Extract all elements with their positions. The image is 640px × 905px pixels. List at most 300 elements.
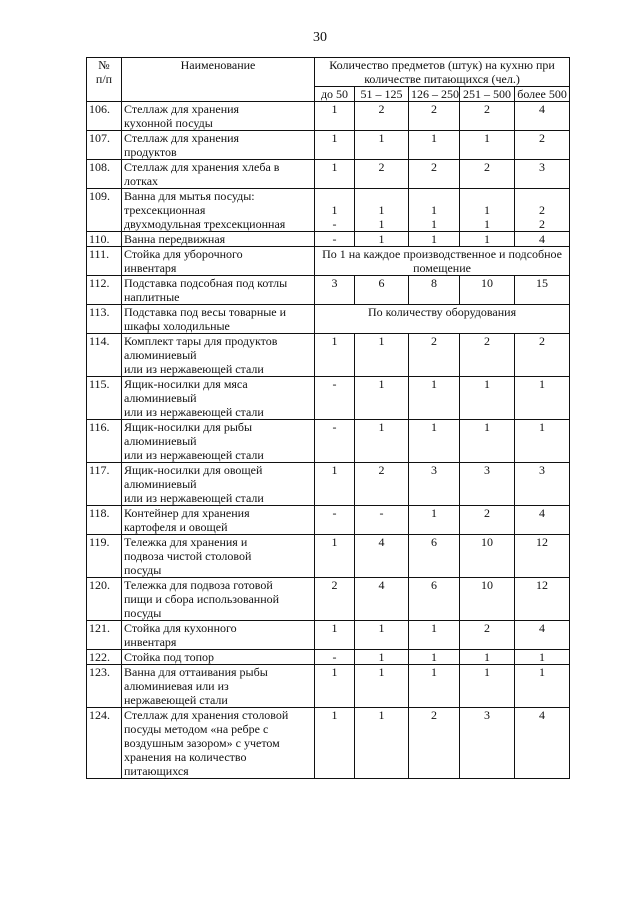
value-line: 2	[331, 578, 338, 592]
header-col-5: более 500	[515, 87, 570, 102]
row-value-col-2	[355, 578, 409, 621]
value-line: -	[379, 506, 384, 520]
row-number: 107.	[87, 131, 122, 160]
row-name-line: Комплект тары для продуктов	[124, 334, 278, 348]
value-line: 10	[481, 578, 493, 592]
row-value-col-5	[515, 232, 570, 247]
row-value-col-4	[460, 463, 515, 506]
row-value-col-5	[515, 650, 570, 665]
row-value-col-5	[515, 621, 570, 650]
row-number: 118.	[87, 506, 122, 535]
row-name-line: алюминиевый	[124, 348, 197, 362]
row-name-line: Стеллаж для хранения	[124, 131, 240, 145]
value-line: 4	[539, 708, 546, 722]
row-name-line: шкафы холодильные	[124, 319, 230, 333]
row-value-col-4	[460, 650, 515, 665]
value-line: 3	[539, 463, 546, 477]
row-name-line: воздушным зазором» с учетом	[124, 736, 280, 750]
row-name	[122, 420, 315, 463]
row-name-line: Ящик-носилки для рыбы	[124, 420, 253, 434]
page-number: 30	[313, 30, 327, 45]
value-line: 1	[484, 650, 490, 664]
row-number: 123.	[87, 665, 122, 708]
value-line: 6	[378, 276, 385, 290]
row-value-col-2	[355, 420, 409, 463]
value-line: 3	[484, 708, 490, 722]
row-merged-note	[315, 247, 570, 276]
row-name-line: Ванна для оттаивания рыбы	[124, 665, 268, 679]
row-value-col-4	[460, 334, 515, 377]
value-line: 10	[481, 535, 493, 549]
row-name-line: Ванна передвижная	[124, 232, 226, 246]
row-value-col-4	[460, 506, 515, 535]
row-number: 109.	[87, 189, 122, 232]
row-name-line: Стойка для кухонного	[124, 621, 237, 635]
table-row	[87, 506, 570, 535]
row-value-col-1	[315, 463, 355, 506]
row-value-col-1	[315, 621, 355, 650]
value-line: 2	[378, 463, 385, 477]
table-row	[87, 578, 570, 621]
row-name-line: питающихся	[124, 764, 189, 778]
row-number: 116.	[87, 420, 122, 463]
value-line: 1	[484, 217, 490, 231]
row-value-col-5	[515, 665, 570, 708]
value-line: 2	[431, 102, 437, 116]
value-line: 1	[378, 621, 385, 635]
row-number: 110.	[87, 232, 122, 247]
row-value-col-3	[409, 650, 460, 665]
row-value-col-4	[460, 420, 515, 463]
row-name-line: алюминиевый	[124, 477, 197, 491]
value-line: 2	[484, 506, 490, 520]
row-name-line: подвоза чистой столовой	[124, 549, 252, 563]
header-col-1: до 50	[315, 87, 355, 102]
value-line: 2	[431, 708, 437, 722]
row-name-line: Ванна для мытья посуды:	[124, 189, 255, 203]
row-name	[122, 232, 315, 247]
row-name-line: Стеллаж для хранения столовой	[124, 708, 289, 722]
row-name-line: или из нержавеющей стали	[124, 405, 264, 419]
value-line: 1	[484, 377, 490, 391]
value-line: 1	[378, 377, 385, 391]
value-line: 1	[431, 377, 437, 391]
row-value-col-4	[460, 708, 515, 779]
table-row	[87, 160, 570, 189]
row-name-line: наплитные	[124, 290, 180, 304]
row-name-line: Подставка подсобная под котлы	[124, 276, 288, 290]
row-name-line: посуды	[124, 563, 162, 577]
value-line: 1	[431, 621, 437, 635]
row-value-col-4	[460, 160, 515, 189]
row-value-col-2	[355, 334, 409, 377]
row-name-line: Стеллаж для хранения	[124, 102, 240, 116]
table-row	[87, 650, 570, 665]
row-name-line: или из нержавеющей стали	[124, 448, 264, 462]
value-line: 1	[484, 131, 490, 145]
row-value-col-5	[515, 708, 570, 779]
row-value-col-2	[355, 189, 409, 232]
value-line: 1	[539, 650, 546, 664]
row-value-col-3	[409, 621, 460, 650]
value-line	[317, 189, 352, 203]
row-value-col-5	[515, 102, 570, 131]
header-num-line: п/п	[95, 72, 113, 86]
header-col-2: 51 – 125	[355, 87, 409, 102]
row-value-col-3	[409, 102, 460, 131]
value-line: 2	[431, 160, 437, 174]
value-line	[462, 189, 512, 203]
table-row	[87, 334, 570, 377]
row-name	[122, 102, 315, 131]
row-value-col-3	[409, 160, 460, 189]
row-name-line: нержавеющей стали	[124, 693, 228, 707]
merged-note-line: По 1 на каждое производственное и подсобное	[322, 247, 562, 261]
row-number: 122.	[87, 650, 122, 665]
value-line: 1	[378, 708, 385, 722]
row-value-col-2	[355, 665, 409, 708]
value-line: 4	[539, 102, 546, 116]
row-value-col-1	[315, 650, 355, 665]
row-value-col-1	[315, 232, 355, 247]
value-line: 3	[331, 276, 338, 290]
table-row	[87, 621, 570, 650]
table-row	[87, 131, 570, 160]
value-line: 1	[378, 420, 385, 434]
row-name-line: кухонной посуды	[124, 116, 213, 130]
row-value-col-4	[460, 276, 515, 305]
row-name	[122, 276, 315, 305]
table-row	[87, 535, 570, 578]
value-line: 6	[431, 535, 437, 549]
value-line: 4	[539, 232, 546, 246]
value-line: 15	[536, 276, 549, 290]
row-name-line: или из нержавеющей стали	[124, 362, 264, 376]
value-line: 1	[331, 708, 338, 722]
row-name-line: инвентаря	[124, 261, 177, 275]
row-value-col-3	[409, 232, 460, 247]
value-line: -	[332, 650, 337, 664]
value-line: 2	[484, 621, 490, 635]
row-value-col-5	[515, 420, 570, 463]
row-value-col-4	[460, 377, 515, 420]
row-value-col-3	[409, 506, 460, 535]
value-line: 2	[378, 160, 385, 174]
row-name-line: картофеля и овощей	[124, 520, 228, 534]
row-value-col-5	[515, 131, 570, 160]
row-number: 108.	[87, 160, 122, 189]
row-value-col-5	[515, 463, 570, 506]
value-line: -	[332, 217, 337, 231]
value-line: 1	[331, 621, 338, 635]
table-row	[87, 665, 570, 708]
value-line: 3	[431, 463, 437, 477]
table-row	[87, 377, 570, 420]
value-line: 1	[484, 232, 490, 246]
value-line: 8	[431, 276, 437, 290]
row-name-line: Подставка под весы товарные и	[124, 305, 287, 319]
header-num	[87, 58, 122, 102]
table-row	[87, 232, 570, 247]
row-name	[122, 621, 315, 650]
row-name	[122, 578, 315, 621]
value-line: 2	[539, 131, 546, 145]
table-row	[87, 420, 570, 463]
value-line: 1	[378, 334, 385, 348]
row-value-col-3	[409, 578, 460, 621]
row-name	[122, 506, 315, 535]
merged-note-line: помещение	[413, 261, 471, 275]
row-name-line: пищи и сбора использованной	[124, 592, 280, 606]
row-value-col-1	[315, 506, 355, 535]
value-line: 1	[331, 102, 338, 116]
row-number: 121.	[87, 621, 122, 650]
row-value-col-2	[355, 131, 409, 160]
row-value-col-4	[460, 535, 515, 578]
value-line: -	[332, 377, 337, 391]
row-value-col-5	[515, 276, 570, 305]
row-value-col-1	[315, 535, 355, 578]
value-line: 10	[481, 276, 493, 290]
row-name-line: Стойка для уборочного	[124, 247, 243, 261]
row-value-col-5	[515, 535, 570, 578]
table-row	[87, 463, 570, 506]
row-name	[122, 247, 315, 276]
row-name	[122, 665, 315, 708]
row-value-col-3	[409, 535, 460, 578]
row-name-line: Контейнер для хранения	[124, 506, 250, 520]
value-line: 1	[331, 160, 338, 174]
value-line: 1	[539, 420, 546, 434]
value-line: 6	[431, 578, 437, 592]
row-name	[122, 463, 315, 506]
row-name-line: лотках	[124, 174, 159, 188]
row-name	[122, 131, 315, 160]
table-row	[87, 189, 570, 232]
equipment-table	[86, 57, 570, 779]
value-line: 4	[539, 506, 546, 520]
row-name-line: трехсекционная	[124, 203, 206, 217]
value-line: -	[332, 506, 337, 520]
row-number: 113.	[87, 305, 122, 334]
row-name-line: посуды	[124, 606, 162, 620]
row-name-line: алюминиевый	[124, 434, 197, 448]
row-name-line: Ящик-носилки для овощей	[124, 463, 263, 477]
row-value-col-1	[315, 377, 355, 420]
row-number: 120.	[87, 578, 122, 621]
header-name: Наименование	[122, 58, 315, 102]
row-value-col-4	[460, 665, 515, 708]
value-line: 1	[431, 203, 437, 217]
header-quantity: Количество предметов (штук) на кухню при количестве питающихся (чел.)	[315, 58, 570, 87]
row-value-col-3	[409, 463, 460, 506]
table-row	[87, 102, 570, 131]
row-name-line: посуды методом «на ребре с	[124, 722, 269, 736]
row-name-line: Стеллаж для хранения хлеба в	[124, 160, 280, 174]
row-value-col-2	[355, 708, 409, 779]
value-line: 1	[378, 232, 385, 246]
value-line: 1	[539, 377, 546, 391]
value-line	[411, 189, 457, 203]
header-row	[87, 58, 570, 87]
row-value-col-4	[460, 232, 515, 247]
value-line: 3	[484, 463, 490, 477]
row-number: 115.	[87, 377, 122, 420]
value-line: 4	[378, 578, 385, 592]
row-value-col-3	[409, 131, 460, 160]
value-line: 3	[539, 160, 546, 174]
value-line: 2	[431, 334, 437, 348]
value-line: 1	[431, 650, 437, 664]
row-value-col-2	[355, 621, 409, 650]
value-line: 1	[378, 217, 385, 231]
row-name-line: или из нержавеющей стали	[124, 491, 264, 505]
row-number: 114.	[87, 334, 122, 377]
row-value-col-3	[409, 665, 460, 708]
row-value-col-2	[355, 650, 409, 665]
value-line: 1	[331, 131, 338, 145]
value-line: -	[332, 420, 337, 434]
row-value-col-2	[355, 506, 409, 535]
value-line	[357, 189, 406, 203]
row-name	[122, 650, 315, 665]
row-value-col-3	[409, 708, 460, 779]
row-name	[122, 160, 315, 189]
value-line: 1	[431, 232, 437, 246]
row-name-line: хранения на количество	[124, 750, 247, 764]
row-number: 124.	[87, 708, 122, 779]
value-line: 1	[331, 463, 338, 477]
value-line: 12	[536, 535, 549, 549]
row-value-col-3	[409, 420, 460, 463]
merged-note-line: По количеству оборудования	[367, 305, 517, 319]
value-line: 1	[331, 334, 338, 348]
value-line: -	[332, 232, 337, 246]
value-line: 4	[539, 621, 546, 635]
value-line: 1	[484, 203, 490, 217]
row-value-col-2	[355, 463, 409, 506]
value-line: 1	[431, 131, 437, 145]
row-name-line: Тележка для подвоза готовой	[124, 578, 273, 592]
row-name-line: инвентаря	[124, 635, 177, 649]
row-number: 119.	[87, 535, 122, 578]
value-line: 4	[378, 535, 385, 549]
row-value-col-5	[515, 578, 570, 621]
header-col-3: 126 – 250	[409, 87, 460, 102]
value-line: 2	[484, 102, 490, 116]
value-line: 1	[331, 535, 338, 549]
row-value-col-1	[315, 276, 355, 305]
row-value-col-1	[315, 131, 355, 160]
header-num-line: №	[98, 58, 110, 72]
row-number: 112.	[87, 276, 122, 305]
value-line: 2	[539, 203, 546, 217]
row-value-col-1	[315, 189, 355, 232]
table-body	[87, 102, 570, 779]
header-col-4: 251 – 500	[460, 87, 515, 102]
row-value-col-4	[460, 621, 515, 650]
row-value-col-4	[460, 189, 515, 232]
row-name-line: Тележка для хранения и	[124, 535, 248, 549]
row-name	[122, 708, 315, 779]
row-name-line: алюминиевая или из	[124, 679, 229, 693]
row-name-line: алюминиевый	[124, 391, 197, 405]
row-name-line: двухмодульная трехсекционная	[124, 217, 286, 231]
row-value-col-1	[315, 578, 355, 621]
value-line: 1	[539, 665, 546, 679]
row-value-col-3	[409, 189, 460, 232]
value-line: 1	[431, 420, 437, 434]
row-merged-note	[315, 305, 570, 334]
row-name	[122, 189, 315, 232]
row-value-col-5	[515, 189, 570, 232]
row-name	[122, 535, 315, 578]
value-line: 2	[484, 160, 490, 174]
value-line: 1	[331, 665, 338, 679]
value-line: 1	[431, 665, 437, 679]
row-value-col-2	[355, 377, 409, 420]
row-value-col-2	[355, 102, 409, 131]
row-value-col-1	[315, 334, 355, 377]
value-line: 2	[484, 334, 490, 348]
row-value-col-1	[315, 665, 355, 708]
row-name	[122, 334, 315, 377]
row-value-col-2	[355, 160, 409, 189]
row-value-col-5	[515, 377, 570, 420]
value-line: 1	[378, 203, 385, 217]
row-value-col-5	[515, 334, 570, 377]
row-value-col-4	[460, 131, 515, 160]
row-value-col-3	[409, 377, 460, 420]
table-row	[87, 305, 570, 334]
row-value-col-5	[515, 160, 570, 189]
row-name	[122, 377, 315, 420]
value-line: 1	[378, 665, 385, 679]
row-value-col-2	[355, 535, 409, 578]
row-value-col-1	[315, 160, 355, 189]
value-line: 1	[331, 203, 338, 217]
value-line: 1	[431, 506, 437, 520]
row-value-col-5	[515, 506, 570, 535]
table-row	[87, 708, 570, 779]
value-line: 1	[431, 217, 437, 231]
value-line: 1	[378, 650, 385, 664]
row-value-col-2	[355, 276, 409, 305]
value-line: 1	[484, 665, 490, 679]
row-value-col-3	[409, 276, 460, 305]
value-line: 2	[539, 217, 546, 231]
row-number: 111.	[87, 247, 122, 276]
row-number: 117.	[87, 463, 122, 506]
row-value-col-4	[460, 578, 515, 621]
value-line: 2	[539, 334, 546, 348]
table-row	[87, 276, 570, 305]
row-number: 106.	[87, 102, 122, 131]
value-line: 2	[378, 102, 385, 116]
value-line: 12	[536, 578, 549, 592]
value-line: 1	[484, 420, 490, 434]
row-name-line: Стойка под топор	[124, 650, 215, 664]
table-row	[87, 247, 570, 276]
row-name-line: продуктов	[124, 145, 177, 159]
value-line: 1	[378, 131, 385, 145]
value-line	[517, 189, 567, 203]
row-value-col-3	[409, 334, 460, 377]
row-value-col-1	[315, 102, 355, 131]
row-value-col-2	[355, 232, 409, 247]
row-value-col-1	[315, 708, 355, 779]
row-name-line: Ящик-носилки для мяса	[124, 377, 248, 391]
